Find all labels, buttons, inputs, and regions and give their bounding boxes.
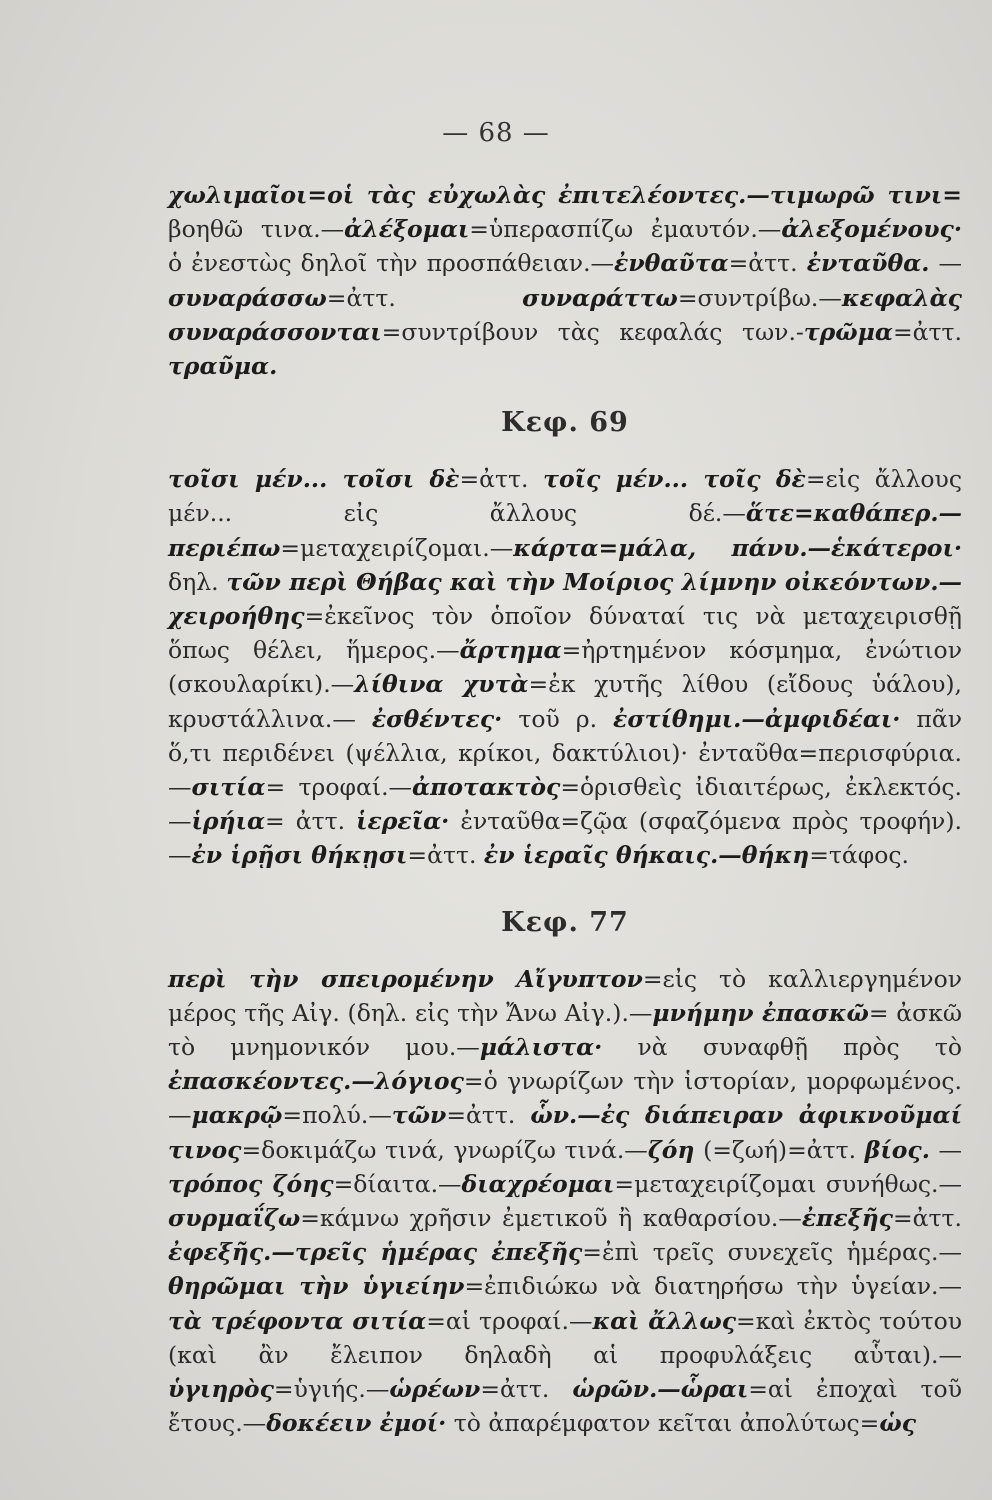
gloss-text: δηλ. [168, 567, 227, 596]
chapter-heading-77: Κεφ. 77 [501, 906, 629, 938]
gloss-text: =ἀττ. [459, 465, 544, 494]
page-number: — 68 — [442, 118, 550, 148]
gloss-text: =κάμνω χρῆσιν ἐμετικοῦ ἢ καθαρσίου.— [300, 1204, 802, 1233]
gloss-text: — [929, 249, 962, 278]
page-content [168, 178, 962, 1441]
glossary-term: ἐσθέντες· [371, 704, 503, 733]
gloss-text: =ἀττ. [446, 1101, 531, 1130]
glossary-term: τῶν [391, 1101, 447, 1130]
gloss-text: =ἠρτημένον κόσμημα, ἐνώτιον (σκουλαρίκι).— [168, 636, 962, 699]
gloss-text: =αἱ τροφαί.— [426, 1306, 593, 1335]
gloss-text: =ὑπερασπίζω ἐμαυτόν.— [469, 215, 782, 244]
glossary-term: περὶ τὴν σπειρομένην Αἴγυπτον [168, 964, 643, 993]
glossary-term: ἐν ἱρῇσι θήκῃσι [191, 841, 408, 870]
gloss-text: =ἀττ. [480, 1375, 573, 1404]
glossary-term: καὶ ἄλλως [592, 1306, 737, 1335]
glossary-term: τραῦμα. [168, 352, 278, 381]
glossary-term: ὧν.—ἐς διάπειραν ἀφικνοῦμαί τινος [168, 1101, 962, 1164]
gloss-text: ὁ ἐνεστὼς δηλοῖ τὴν προσπάθειαν.— [168, 249, 615, 278]
glossary-term: θηρῶμαι τὴν ὑγιείην [168, 1272, 465, 1301]
gloss-text: =ἐκεῖνος τὸν ὁποῖον δύναταί τις νὰ μεταχειρισθῇ ὅπως θέλει, ἥμερος.— [168, 602, 962, 665]
glossary-term: κάρτα=μάλα, πάνυ.—ἑκάτεροι· [513, 533, 962, 562]
glossary-term: χωλιμαῖοι=οἱ τὰς εὐχωλὰς ἐπιτελέοντες.—τιμωρῶ τινι= [168, 181, 962, 209]
gloss-text: =ὑγιής.— [273, 1375, 390, 1404]
glossary-term: ἐφεξῆς.—τρεῖς ἡμέρας ἐπεξῆς [168, 1238, 583, 1267]
gloss-text: =ἐπὶ τρεῖς συνεχεῖς ἡμέρας.— [582, 1238, 962, 1267]
gloss-text: =συντρίβω.— [677, 283, 842, 312]
gloss-text: =μεταχειρίζομαι συνήθως.— [614, 1169, 962, 1198]
glossary-term: ἐν ἱεραῖς θήκαις.—θήκη [483, 841, 810, 870]
gloss-text: (=ζωή)=ἀττ. [694, 1135, 865, 1164]
glossary-term: λίθινα χυτὰ [354, 670, 529, 699]
glossary-term: βίος. [864, 1135, 930, 1164]
glossary-term: τρόπος ζόης [168, 1169, 334, 1198]
glossary-term: τρῶμα [803, 317, 893, 346]
glossary-term: ὡς [879, 1409, 917, 1438]
glossary-term: ἐνταῦθα. [806, 249, 930, 278]
glossary-term: κεφαλὰς συναράσσονται [168, 283, 962, 346]
glossary-term: ἐπεξῆς [801, 1204, 893, 1233]
gloss-text: πᾶν ὅ,τι περιδένει (ψέλλια, κρίκοι, δακτύλιοι)· ἐνταῦθα=περισφύρια.— [168, 704, 962, 802]
glossary-term: σιτία [191, 773, 266, 802]
glossary-term: συναράττω [522, 283, 678, 312]
gloss-text: =καὶ ἐκτὸς τούτου (καὶ ἂν ἔλειπον δηλαδὴ αἱ προφυλάξεις αὗται).— [168, 1306, 962, 1369]
glossary-term: ἀποτακτὸς [412, 773, 561, 802]
glossary-term: ὡρῶν.—ὧραι [572, 1375, 749, 1404]
gloss-text: τὸ ἀπαρέμφατον κεῖται ἀπολύτως= [446, 1409, 880, 1438]
gloss-text: =ἀττ. [728, 249, 807, 278]
gloss-text: =δοκιμάζω τινά, γνωρίζω τινά.— [241, 1135, 648, 1164]
gloss-text: =μεταχειρίζομαι.— [280, 533, 514, 562]
glossary-term: τῶν περὶ Θήβας καὶ τὴν Μοίριος λίμνην οἰκεόντων.—χειροήθης [168, 567, 962, 631]
gloss-text: =ἀττ. [892, 1204, 962, 1233]
glossary-term: δοκέειν ἐμοί· [266, 1409, 447, 1438]
glossary-term: μνήμην ἐπασκῶ [652, 998, 869, 1027]
gloss-text: =ἀττ. [326, 283, 523, 312]
gloss-text: =ἀττ. [892, 317, 962, 346]
gloss-text: =πολύ.— [282, 1101, 392, 1130]
gloss-text: ἐνταῦθα=ζῷα (σφαζόμενα πρὸς τροφήν).— [168, 807, 962, 870]
gloss-text: βοηθῶ τινα.— [168, 215, 345, 244]
glossary-term: ἱερεῖα· [356, 807, 450, 836]
paragraph-chapter-77 [168, 962, 962, 1441]
glossary-term: διαχρέομαι [461, 1169, 615, 1198]
glossary-term: ἐνθαῦτα [614, 249, 729, 278]
glossary-term: ἀλεξομένους· [781, 215, 963, 244]
gloss-text: =εἰς τὸ καλλιεργημένον μέρος τῆς Αἰγ. (δηλ. εἰς τὴν Ἄνω Αἰγ.).— [168, 964, 962, 1027]
glossary-term: τοῖς μέν... τοῖς δὲ [543, 465, 806, 494]
gloss-text: = ἀττ. [265, 807, 357, 836]
glossary-term: συναράσσω [168, 283, 327, 312]
gloss-text: =τάφος. [809, 841, 910, 870]
gloss-text: = ἀσκῶ τὸ μνημονικόν μου.— [168, 998, 962, 1062]
glossary-term: ἐπασκέοντες.—λόγιος [168, 1067, 464, 1096]
chapter-heading-69: Κεφ. 69 [501, 407, 629, 439]
gloss-text: = τροφαί.— [265, 773, 413, 802]
gloss-text: =ἀττ. [407, 841, 484, 870]
gloss-text: — [929, 1135, 962, 1164]
paragraph-chapter-69 [168, 462, 962, 872]
gloss-text: τοῦ ρ. [502, 704, 614, 733]
glossary-term: τὰ τρέφοντα σιτία [168, 1306, 427, 1335]
glossary-term: ἱρήια [191, 807, 266, 836]
gloss-text: =ἐπιδιώκω νὰ διατηρήσω τὴν ὑγείαν.— [464, 1272, 962, 1301]
gloss-text: =ὁ γνωρίζων τὴν ἱστορίαν, μορφωμένος. — [168, 1067, 962, 1130]
glossary-term: ἅτε=καθάπερ.—περιέπω [168, 499, 962, 562]
gloss-text: =συντρίβουν τὰς κεφαλάς των.- [381, 317, 804, 346]
gloss-text: =ἐκ χυτῆς λίθου (εἴδους ὑάλου), κρυστάλλινα.— [168, 670, 963, 733]
glossary-term: ὡρέων [389, 1375, 481, 1404]
gloss-text: νὰ συναφθῇ πρὸς τὸ [602, 1033, 962, 1062]
glossary-term: συρμαΐζω [168, 1204, 301, 1233]
glossary-term: μάλιστα· [479, 1033, 603, 1062]
gloss-text: =ὁρισθεὶς ἰδιαιτέρως, ἐκλεκτός.— [168, 773, 963, 836]
paragraph-intro [168, 178, 962, 383]
glossary-term: ἀλέξομαι [344, 215, 470, 244]
glossary-term: ἄρτημα [459, 636, 562, 665]
glossary-term: ἐστίθημι.—ἀμφιδέαι· [613, 704, 901, 733]
gloss-text: =εἰς ἄλλους μέν... εἰς ἄλλους δέ.— [168, 465, 962, 528]
gloss-text: =δίαιτα.— [333, 1169, 462, 1198]
glossary-term: μακρῷ [191, 1101, 283, 1130]
glossary-term: ζόη [647, 1135, 695, 1164]
glossary-term: ὑγιηρὸς [168, 1375, 274, 1404]
gloss-text: =αἱ ἐποχαὶ τοῦ ἔτους.— [168, 1375, 962, 1438]
glossary-term: τοῖσι μέν... τοῖσι δὲ [168, 465, 460, 494]
